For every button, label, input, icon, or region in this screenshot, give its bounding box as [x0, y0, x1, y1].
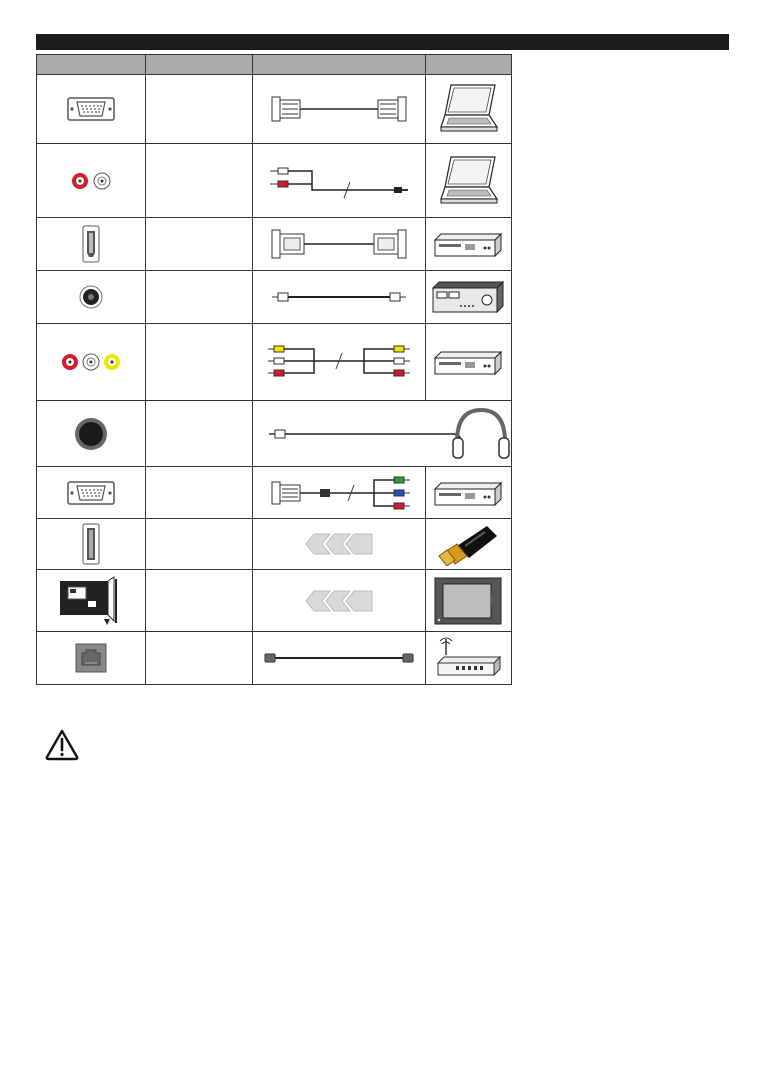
warning-triangle-icon: [44, 728, 80, 762]
warning-notice: [44, 728, 80, 762]
headphones-icon: [453, 410, 509, 458]
ci-slot-tv-icon: [58, 575, 124, 627]
rca-audio-lr-icon: [69, 170, 113, 192]
insert-arrows-icon: [304, 590, 374, 612]
insert-arrows-icon: [304, 533, 374, 555]
cam-module-icon: [433, 576, 503, 626]
vga-cable-icon: [264, 89, 414, 129]
dvd-player-icon: [433, 477, 503, 509]
usb-port-icon: [82, 523, 100, 565]
router-icon: [434, 635, 502, 681]
connection-type-cell: [146, 632, 253, 685]
composite-av-cable-icon: [264, 337, 414, 387]
column-header-device: [425, 55, 511, 75]
table-row: [37, 144, 512, 218]
connection-type-cell: [146, 75, 253, 144]
connection-type-cell: [146, 570, 253, 632]
dvd-player-icon: [433, 346, 503, 378]
table-row: [37, 519, 512, 570]
table-row: [37, 467, 512, 519]
table-row: [37, 632, 512, 685]
connection-type-cell: [146, 218, 253, 271]
connection-type-cell: [146, 467, 253, 519]
hdmi-cable-icon: [264, 224, 414, 264]
rca-to-minijack-cable-icon: [264, 156, 414, 206]
hdmi-port-icon: [82, 225, 100, 263]
connection-type-cell: [146, 401, 253, 467]
table-row: [37, 271, 512, 324]
spdif-coaxial-port-icon: [79, 285, 103, 309]
table-row: [37, 75, 512, 144]
column-header-connector: [37, 55, 146, 75]
headphone-cable-icon: [261, 404, 511, 464]
laptop-icon: [435, 153, 501, 209]
usb-stick-icon: [435, 522, 501, 566]
connection-type-cell: [146, 271, 253, 324]
laptop-icon: [435, 81, 501, 137]
audio-amplifier-icon: [431, 280, 505, 314]
table-row: [37, 401, 512, 467]
connection-type-cell: [146, 144, 253, 218]
coaxial-cable-icon: [264, 287, 414, 307]
table-row: [37, 324, 512, 401]
av-composite-ports-icon: [59, 351, 123, 373]
ethernet-cable-icon: [261, 650, 417, 666]
connections-table: [36, 54, 512, 685]
vga-port-icon: [67, 97, 115, 121]
headphone-jack-icon: [74, 417, 108, 451]
vga-port-icon: [67, 481, 115, 505]
column-header-type: [146, 55, 253, 75]
table-header-row: [37, 55, 512, 75]
ethernet-port-icon: [75, 643, 107, 673]
connection-type-cell: [146, 324, 253, 401]
connection-type-cell: [146, 519, 253, 570]
section-title-bar: [36, 34, 729, 50]
dvd-player-icon: [433, 228, 503, 260]
column-header-cable: [253, 55, 426, 75]
table-row: [37, 570, 512, 632]
vga-to-component-cable-icon: [264, 470, 414, 516]
table-row: [37, 218, 512, 271]
